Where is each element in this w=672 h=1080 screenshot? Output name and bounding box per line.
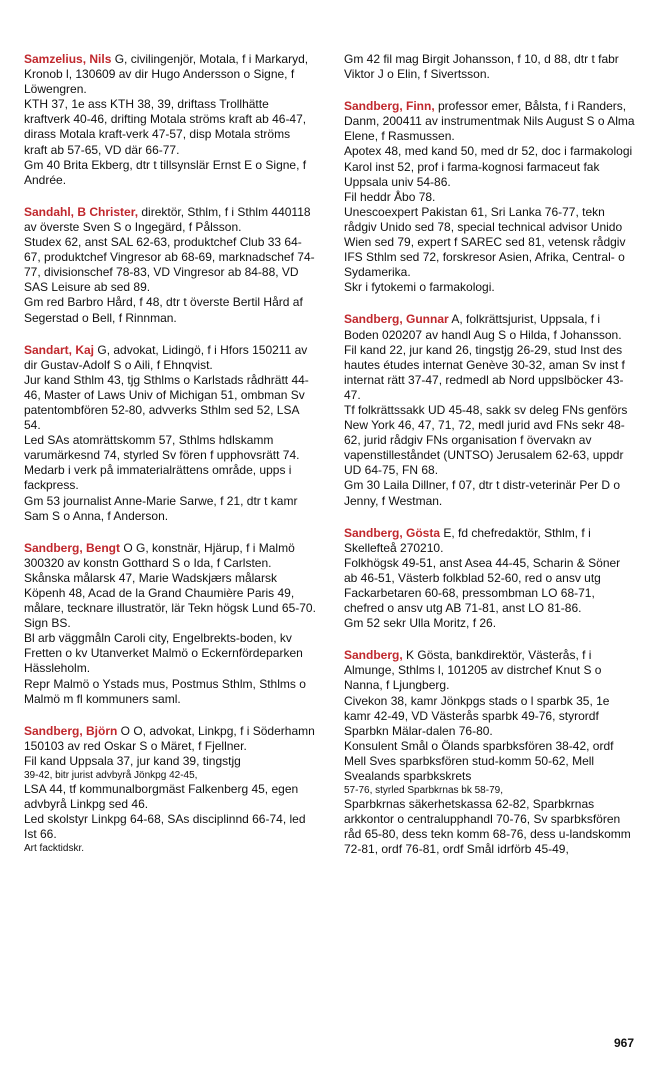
entry-lead (344, 648, 636, 693)
entry-paragraph: Repr Malmö o Ystads mus, Postmus Sthlm, Sthlms o Malmö m fl kommuners saml. (24, 676, 306, 706)
entry-paragraph: Gm 40 Brita Ekberg, dtr t tillsynslär Ernst E o Signe, f Andrée. (24, 157, 307, 187)
entry-paragraph: Gm 53 journalist Anne-Marie Sarwe, f 21, dtr t kamr Sam S o Anna, f Anderson. (24, 493, 298, 523)
entry-paragraph: Gm 52 sekr Ulla Moritz, f 26. (344, 616, 497, 631)
entry-paragraph-small: 39-42, bitr jurist advbyrå Jönkpg 42-45, (24, 770, 198, 782)
right-column (344, 52, 636, 1052)
left-column (24, 52, 316, 1052)
entry-paragraph: Medarb i verk på immaterialrättens område, upps i fackpress. (24, 463, 292, 493)
entry-lead (24, 343, 316, 373)
entry-paragraph: Jur kand Sthlm 43, tjg Sthlms o Karlstads rådhrätt 44-46, Master of Laws Univ of Michigan 51, ombman Sv patentombfören 52-80, advverks Sthlm sed 52, LSA 54. (24, 372, 309, 433)
entry-lead (24, 541, 316, 571)
entry-paragraph: Gm red Barbro Hård, f 48, dtr t överste Bertil Hård af Segerstad o Bell, f Rinnman. (24, 295, 303, 325)
entry-paragraph: Skr i fytokemi o farmakologi. (344, 280, 495, 295)
entry-intro: direktör, Sthlm, f i Sthlm 440118 av överste Sven S o Ingegärd, f Pålsson. (24, 204, 311, 234)
entry-paragraph: Folkhögsk 49-51, anst Asea 44-45, Scharin & Söner ab 46-51, Västerb folkblad 52-60, red o ansv utg Fackarbetaren 60-68, pressombman LO 68-71, chefred o ansv utg AB 71-81, anst LO 81-86. (344, 555, 621, 616)
entry-paragraph-small: Art facktidskr. (24, 843, 85, 855)
entry-paragraph: Sign BS. (24, 616, 71, 631)
entry-lead (344, 312, 636, 342)
entry-name: Sandberg, Björn (24, 723, 118, 738)
entry-paragraph: Civekon 38, kamr Jönkpgs stads o l sparbk 35, 1e kamr 42-49, VD Västerås sparbk 49-76, styrordf Sparbkn Mälar-dalen 76-80. (344, 693, 610, 738)
entry-name: Sandberg, (344, 648, 403, 663)
dictionary-page (24, 52, 636, 1052)
entry-paragraph: Led SAs atomrättskomm 57, Sthlms hdlskamm varumärkesnd 74, styrled Sv fören f upphovsrätt 74. (24, 433, 300, 463)
entry-paragraph: Studex 62, anst SAL 62-63, produktchef Club 33 64-67, produktchef Vingresor ab 68-69, marknadschef 74-77, divisionschef 78-83, VD Vingresor ab 84-88, VD SAS Leisure ab sed 89. (24, 235, 315, 295)
entry-sandberg-finn (344, 99, 636, 295)
entry-sandberg-k-gosta (344, 648, 636, 857)
entry-sandberg-bjorn (24, 724, 316, 856)
entry-intro: G, advokat, Lidingö, f i Hfors 150211 av dir Gustav-Adolf S o Aili, f Ehnqvist. (24, 342, 308, 372)
entry-paragraph: Konsulent Smål o Ölands sparbksfören 38-42, ordf Mell Sves sparbksfören stud-komm 50-62, Mell Svealands sparbkskrets (344, 738, 614, 784)
entry-paragraph: Fil kand Uppsala 37, jur kand 39, tingstjg (24, 753, 241, 768)
entry-intro: Gm 42 fil mag Birgit Johansson, f 10, d 88, dtr t fabr Viktor J o Elin, f Sivertsson. (344, 52, 619, 82)
entry-lead (24, 205, 316, 235)
entry-intro: O G, konstnär, Hjärup, f i Malmö 300320 av konstn Gotthard S o Ida, f Carlsten. (24, 540, 295, 570)
entry-lead (24, 724, 316, 754)
entry-intro: E, fd chefredaktör, Sthlm, f i Skellefteå 270210. (344, 525, 591, 555)
entry-paragraph: Bl arb väggmåln Caroli city, Engelbrekts-boden, kv Fretten o kv Utanverket Malmö o Eckernfördeparken Hässleholm. (24, 631, 303, 676)
entry-lead (344, 526, 636, 556)
entry-paragraph: Skånska målarsk 47, Marie Wadskjærs målarsk Köpenh 48, Acad de la Grand Chaumière Paris 49, målare, tecknare illustratör, lär Tekn högsk Lund 65-70. (24, 570, 316, 616)
entry-name: Sandberg, Gunnar (344, 312, 449, 327)
entry-paragraph: Led skolstyr Linkpg 64-68, SAs disciplinnd 66-74, led Ist 66. (24, 812, 306, 842)
entry-paragraph: Unescoexpert Pakistan 61, Sri Lanka 76-77, tekn rådgiv Unido sed 78, special technical advisor Unido Wien sed 79, expert f SAREC sed 81, vetensk rådgiv IFS Sthlm sed 72, forskresor Asien, Afrika, Central- o Sydamerika. (344, 204, 626, 280)
entry-name: Sandberg, Finn, (344, 99, 435, 114)
entry-paragraph: Sparbkrnas säkerhetskassa 62-82, Sparbkrnas arkkontor o centralupphandl 70-76, Sv sparbksfören råd 65-80, dess tekn komm 68-76, dess u-landskomm 72-81, ordf 76-81, ordf Smål idrförb 45-49, (344, 797, 631, 857)
entry-paragraph: Tf folkrättssakk UD 45-48, sakk sv deleg FNs genförs New York 46, 47, 71, 72, medl jurid avd FNs sekr 48-62, jurid rådgiv FNs organisation f övervakn av vapenstilleståndet (UNTSO) Jerusalem 62-63, uppdr UD 64-75, FN 68. (344, 402, 628, 478)
entry-lead (344, 99, 636, 144)
entry-paragraph: Gm 30 Laila Dillner, f 07, dtr t distr-veterinär Per D o Jenny, f Westman. (344, 478, 621, 508)
entry-sandberg-gosta-e (344, 526, 636, 632)
entry-name: Sandberg, Gösta (344, 525, 441, 540)
entry-name: Sandart, Kaj (24, 342, 95, 357)
entry-intro: O O, advokat, Linkpg, f i Söderhamn 150103 av red Oskar S o Märet, f Fjellner. (24, 723, 315, 753)
entry-name: Samzelius, Nils (24, 52, 112, 66)
entry-paragraph: LSA 44, tf kommunalborgmäst Falkenberg 45, egen advbyrå Linkpg sed 46. (24, 782, 299, 812)
entry-lead (344, 52, 636, 82)
entry-sandberg-gunnar (344, 312, 636, 508)
entry-sandberg-bengt (24, 541, 316, 707)
entry-intro: G, civilingenjör, Motala, f i Markaryd, Kronob l, 130609 av dir Hugo Andersson o Signe, f Löwengren. (24, 52, 309, 97)
entry-intro: K Gösta, bankdirektör, Västerås, f i Almunge, Sthlms l, 101205 av distrchef Knut S o Nanna, f Ljungberg. (344, 648, 602, 693)
entry-intro: professor emer, Bålsta, f i Randers, Danm, 200411 av instrumentmak Nils August S o Alma Elene, f Rasmussen. (344, 99, 635, 144)
entry-paragraph: Fil heddr Åbo 78. (344, 189, 436, 204)
entry-lead (24, 52, 316, 97)
entry-intro: A, folkrättsjurist, Uppsala, f i Boden 020207 av handl Aug S o Hilda, f Johansson. (344, 312, 622, 342)
page-number: 967 (613, 1036, 634, 1050)
entry-sandart-kaj (24, 343, 316, 524)
entry-sandahl-christer (24, 205, 316, 326)
entry-name: Sandahl, B Christer, (24, 204, 139, 219)
entry-name: Sandberg, Bengt (24, 540, 121, 555)
entry-samzelius-nils (24, 52, 316, 188)
entry-paragraph: KTH 37, 1e ass KTH 38, 39, driftass Trollhätte kraftverk 40-46, drifting Motala ströms kraft ab 46-47, dirass Motala kraft-verk 47-57, disp Motala ströms kraft ab 57-65, VD där 66-77. (24, 97, 307, 157)
entry-paragraph: Apotex 48, med kand 50, med dr 52, doc i farmakologi Karol inst 52, prof i farma-kognosi farmaceut fak Uppsala univ 54-86. (344, 144, 633, 189)
entry-paragraph-small: 57-76, styrled Sparbkrnas bk 58-79, (344, 785, 503, 797)
entry-continuation (344, 52, 636, 82)
entry-paragraph: Fil kand 22, jur kand 26, tingstjg 26-29, stud Inst des hautes études internat Genève 30-32, aman Sv inst f internat rätt 37-47, redmedl ab Nord uppslböcker 43-47. (344, 342, 625, 402)
